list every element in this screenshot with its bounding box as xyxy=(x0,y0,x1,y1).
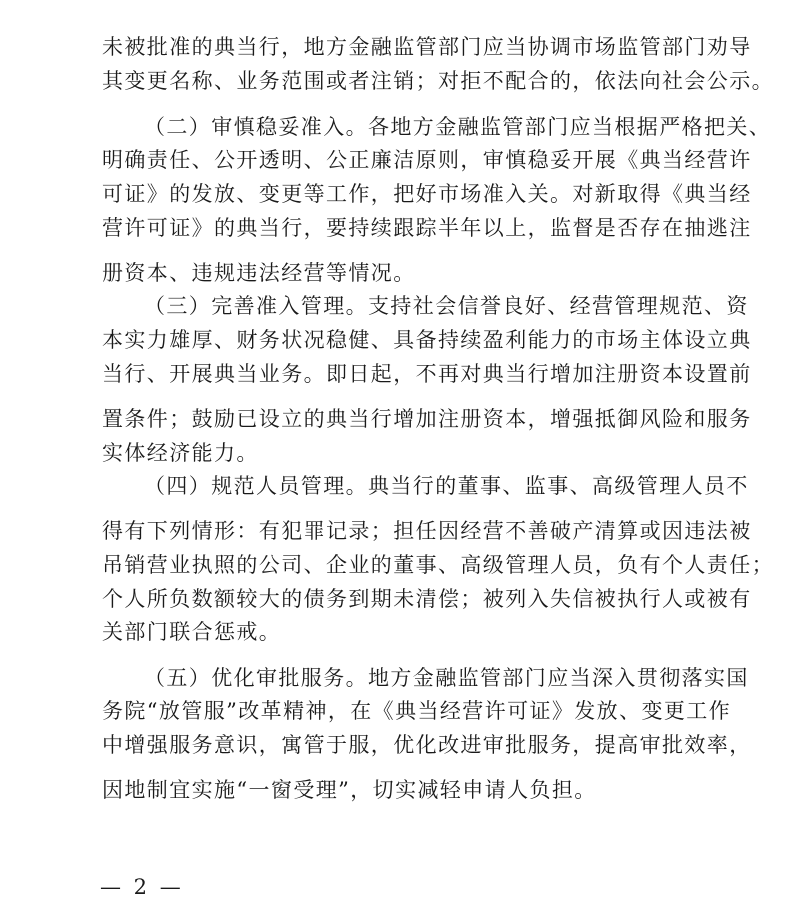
text-line: 明确责任、公开透明、公正廉洁原则，审慎稳妥开展《典当经营许 xyxy=(102,148,752,172)
text-line: 中增强服务意识，寓管于服，优化改进审批服务，提高审批效率， xyxy=(102,733,752,757)
text-line: 其变更名称、业务范围或者注销；对拒不配合的，依法向社会公示。 xyxy=(102,69,774,93)
text-line: 本实力雄厚、财务状况稳健、具备持续盈利能力的市场主体设立典 xyxy=(102,328,752,352)
text-line: 册资本、违规违法经营等情况。 xyxy=(102,261,416,285)
text-line: 因地制宜实施“一窗受理”，切实减轻申请人负担。 xyxy=(102,778,597,802)
section-2-heading-line: （二）审慎稳妥准入。各地方金融监管部门应当根据严格把关、 xyxy=(144,115,772,139)
text-line: 营许可证》的典当行，要持续跟踪半年以上，监督是否存在抽逃注 xyxy=(102,216,752,240)
text-line: 吊销营业执照的公司、企业的董事、高级管理人员，负有个人责任； xyxy=(102,553,774,577)
text-line: 关部门联合惩戒。 xyxy=(102,620,282,644)
text-line: 个人所负数额较大的债务到期未清偿；被列入失信被执行人或被有 xyxy=(102,587,752,611)
page-number: — 2 — xyxy=(100,875,184,899)
section-3-heading-line: （三）完善准入管理。支持社会信誉良好、经营管理规范、资 xyxy=(144,294,749,318)
text-line: 务院“放管服”改革精神，在《典当经营许可证》发放、变更工作 xyxy=(102,699,732,723)
text-line: 当行、开展典当业务。即日起，不再对典当行增加注册资本设置前 xyxy=(102,362,752,386)
section-5-heading-line: （五）优化审批服务。地方金融监管部门应当深入贯彻落实国 xyxy=(144,666,749,690)
text-line: 未被批准的典当行，地方金融监管部门应当协调市场监管部门劝导 xyxy=(102,35,752,59)
text-line: 置条件；鼓励已设立的典当行增加注册资本，增强抵御风险和服务 xyxy=(102,407,752,431)
text-line: 可证》的发放、变更等工作，把好市场准入关。对新取得《典当经 xyxy=(102,182,752,206)
text-line: 实体经济能力。 xyxy=(102,441,259,465)
section-4-heading-line: （四）规范人员管理。典当行的董事、监事、高级管理人员不 xyxy=(144,474,749,498)
text-line: 得有下列情形：有犯罪记录；担任因经营不善破产清算或因违法被 xyxy=(102,519,752,543)
